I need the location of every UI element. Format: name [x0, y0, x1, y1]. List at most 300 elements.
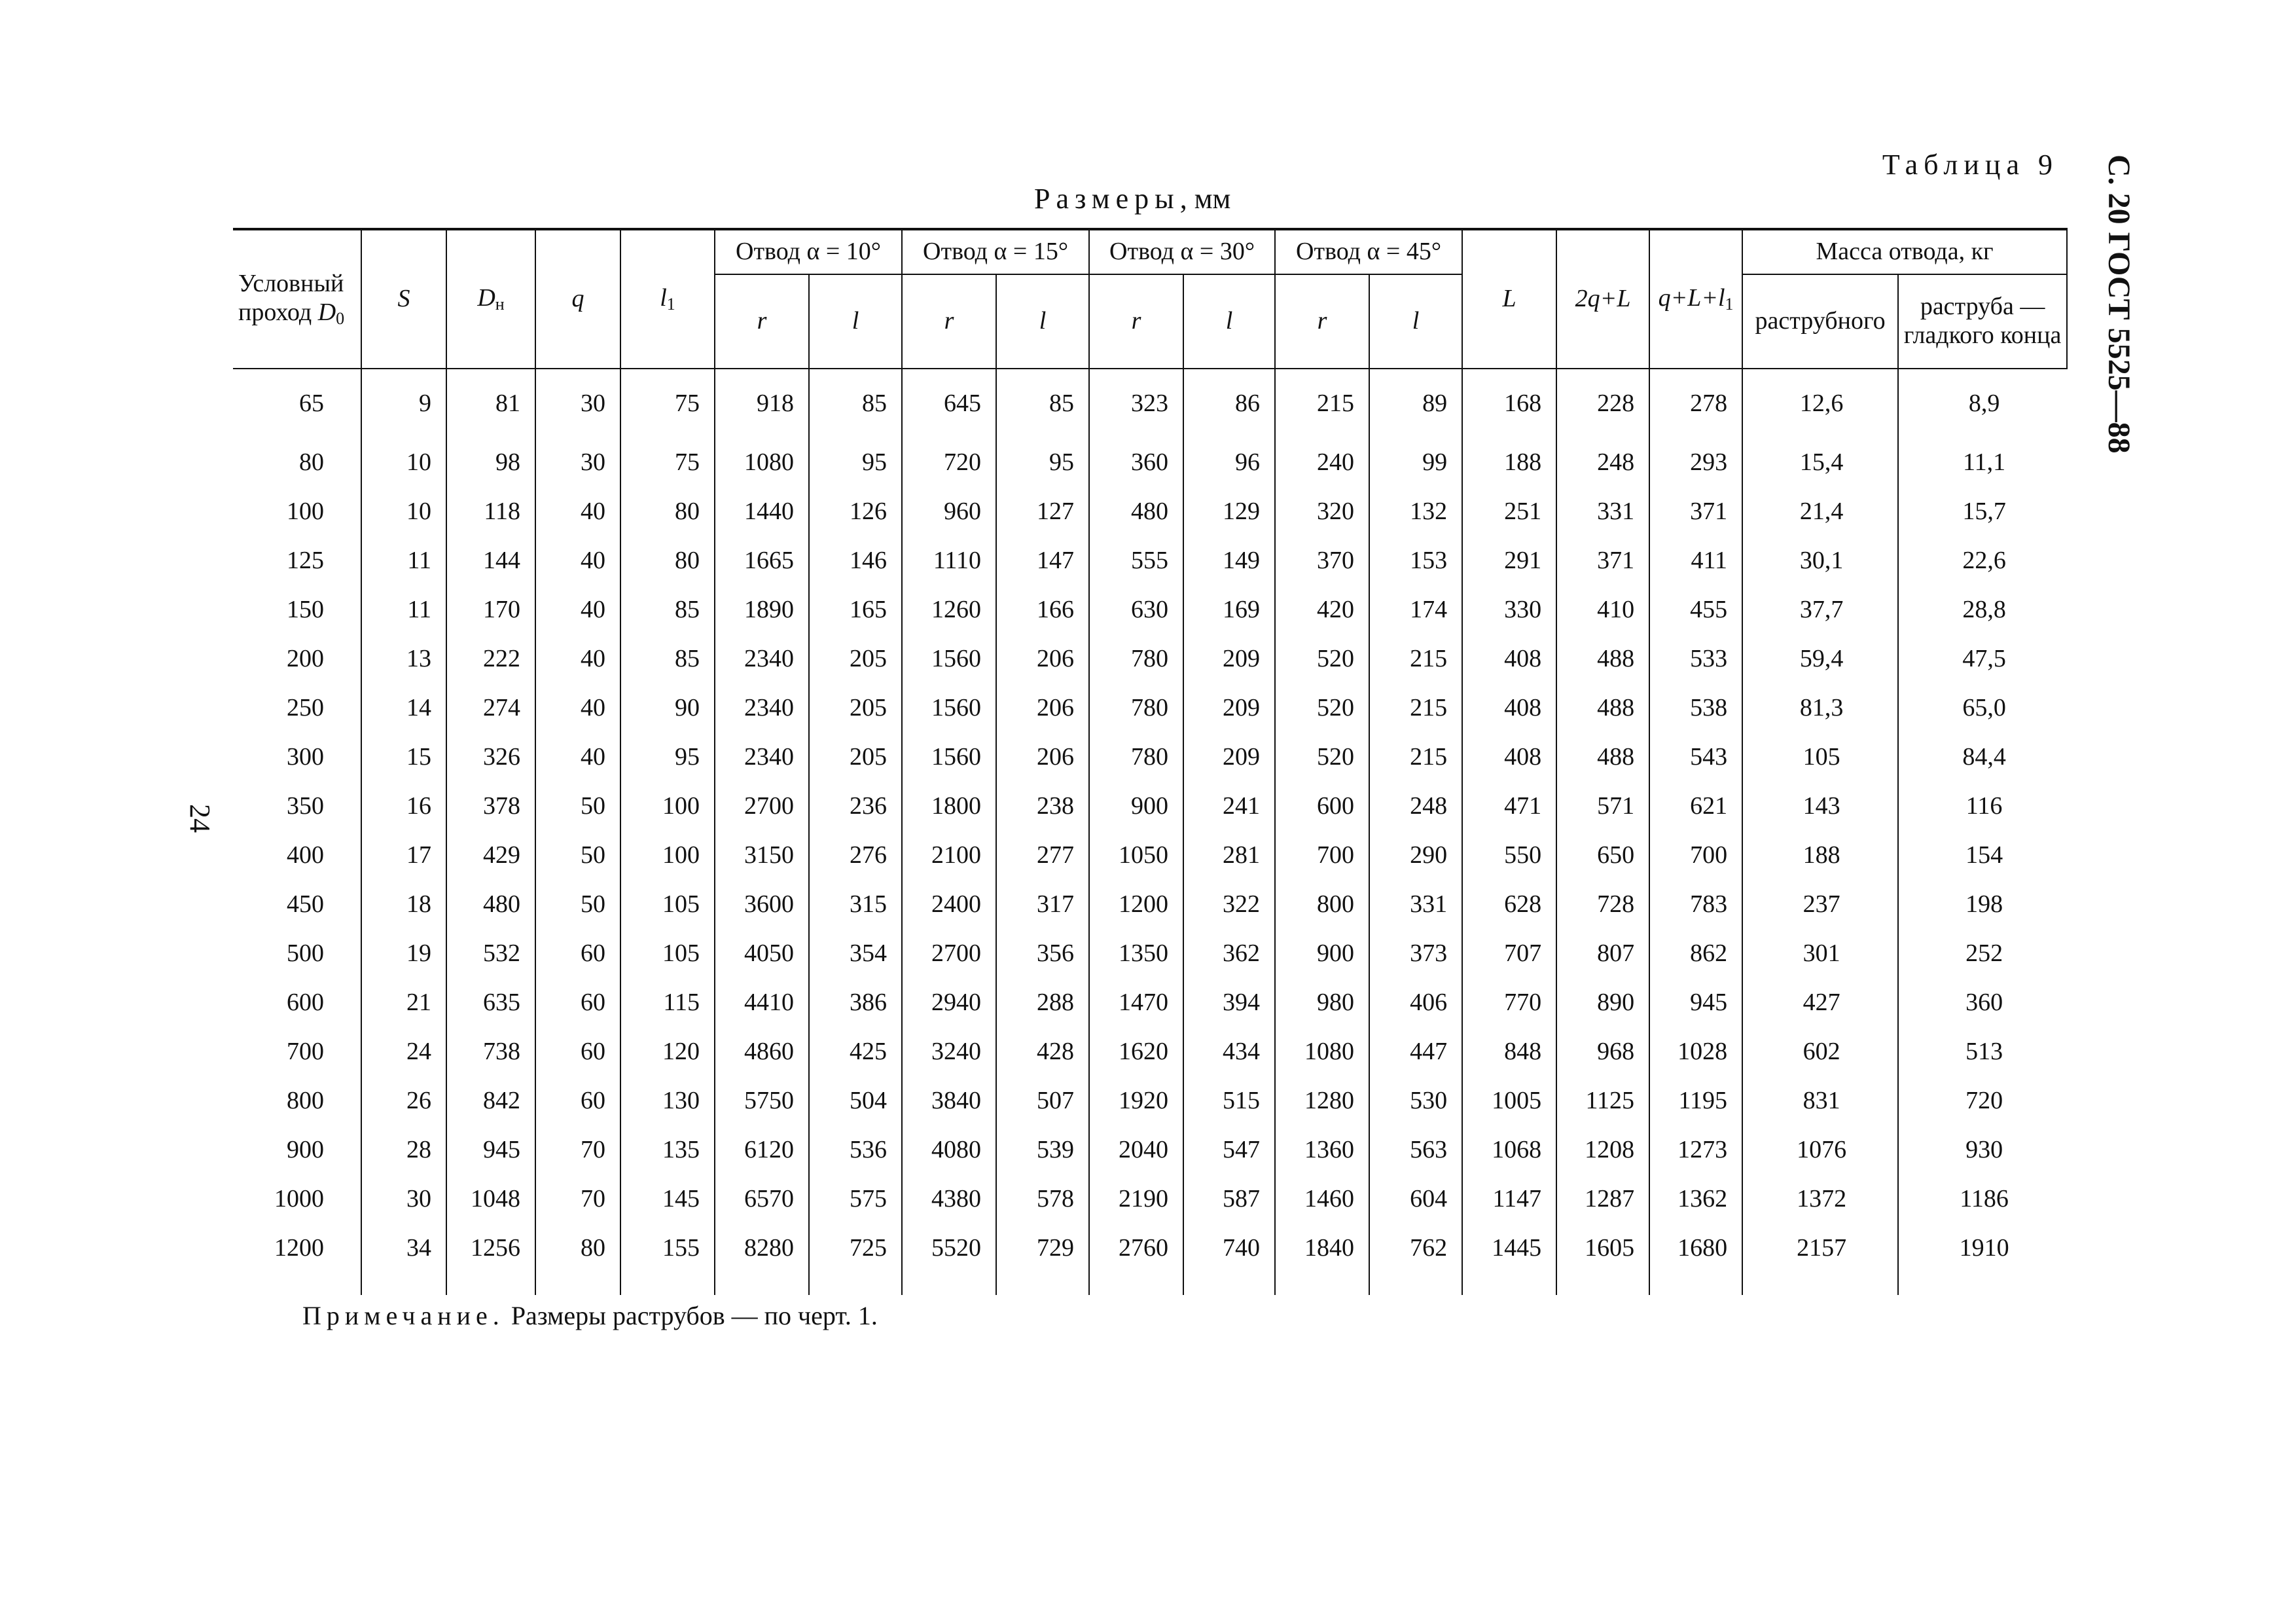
table-cell: 555	[1089, 536, 1183, 585]
table-cell: 3150	[715, 831, 809, 880]
table-cell: 1445	[1462, 1224, 1556, 1295]
table-cell: 9	[361, 369, 446, 438]
table-cell: 780	[1089, 634, 1183, 684]
table-cell: 18	[361, 880, 446, 929]
table-cell: 236	[809, 782, 902, 831]
table-cell: 700	[1275, 831, 1369, 880]
table-cell: 520	[1275, 684, 1369, 733]
table-cell: 95	[996, 438, 1089, 487]
table-cell: 206	[996, 684, 1089, 733]
table-cell: 166	[996, 585, 1089, 634]
table-cell: 1840	[1275, 1224, 1369, 1295]
table-cell: 520	[1275, 634, 1369, 684]
table-row	[233, 369, 2067, 438]
table-row	[233, 1125, 2067, 1175]
table-row	[233, 634, 2067, 684]
table-cell: 168	[1462, 369, 1556, 438]
table-cell: 13	[361, 634, 446, 684]
table-cell: 1186	[1898, 1175, 2067, 1224]
table-cell: 50	[535, 880, 620, 929]
table-cell: 205	[809, 733, 902, 782]
table-cell: 3240	[902, 1027, 996, 1076]
table-cell: 30	[535, 369, 620, 438]
table-cell: 288	[996, 978, 1089, 1027]
table-row	[233, 585, 2067, 634]
table-cell: 206	[996, 733, 1089, 782]
table-cell: 740	[1183, 1224, 1275, 1295]
table-cell: 248	[1369, 782, 1462, 831]
table-cell: 729	[996, 1224, 1089, 1295]
table-row	[233, 1076, 2067, 1125]
table-cell: 4380	[902, 1175, 996, 1224]
table-cell: 447	[1369, 1027, 1462, 1076]
table-cell: 842	[446, 1076, 535, 1125]
note-label: Примечание.	[302, 1301, 505, 1330]
table-cell: 429	[446, 831, 535, 880]
table-cell: 547	[1183, 1125, 1275, 1175]
table-cell: 406	[1369, 978, 1462, 1027]
table-cell: 127	[996, 487, 1089, 536]
table-cell: 450	[233, 880, 361, 929]
table-cell: 2157	[1742, 1224, 1898, 1295]
table-cell: 930	[1898, 1125, 2067, 1175]
table-cell: 34	[361, 1224, 446, 1295]
table-cell: 150	[233, 585, 361, 634]
table-cell: 862	[1649, 929, 1742, 978]
table-cell: 600	[233, 978, 361, 1027]
table-cell: 16	[361, 782, 446, 831]
header-q: q	[535, 229, 620, 369]
table-cell: 621	[1649, 782, 1742, 831]
table-cell: 5750	[715, 1076, 809, 1125]
table-cell: 635	[446, 978, 535, 1027]
table-cell: 386	[809, 978, 902, 1027]
table-cell: 10	[361, 487, 446, 536]
table-cell: 240	[1275, 438, 1369, 487]
table-cell: 15,7	[1898, 487, 2067, 536]
table-cell: 125	[233, 536, 361, 585]
table-cell: 60	[535, 1076, 620, 1125]
table-cell: 720	[1898, 1076, 2067, 1125]
table-cell: 215	[1369, 733, 1462, 782]
table-cell: 37,7	[1742, 585, 1898, 634]
table-cell: 530	[1369, 1076, 1462, 1125]
table-cell: 2400	[902, 880, 996, 929]
table-cell: 14	[361, 684, 446, 733]
header-d0	[233, 229, 361, 369]
table-body	[233, 369, 2067, 1295]
table-cell: 1460	[1275, 1175, 1369, 1224]
table-cell: 1280	[1275, 1076, 1369, 1125]
table-cell: 362	[1183, 929, 1275, 978]
table-cell: 411	[1649, 536, 1742, 585]
header-d0-line1: Условный	[238, 270, 344, 298]
table-cell: 153	[1369, 536, 1462, 585]
table-cell: 507	[996, 1076, 1089, 1125]
header-otvod-45: Отвод α = 45°	[1275, 229, 1462, 274]
table-cell: 293	[1649, 438, 1742, 487]
table-cell: 143	[1742, 782, 1898, 831]
table-row	[233, 684, 2067, 733]
table-cell: 98	[446, 438, 535, 487]
header-l-30: l	[1183, 274, 1275, 369]
table-cell: 513	[1898, 1027, 2067, 1076]
table-cell: 480	[446, 880, 535, 929]
table-cell: 800	[1275, 880, 1369, 929]
table-cell: 50	[535, 831, 620, 880]
table-cell: 2760	[1089, 1224, 1183, 1295]
table-row	[233, 438, 2067, 487]
header-q-l-l1: $q+L+l_1$	[1649, 229, 1742, 369]
table-cell: 250	[233, 684, 361, 733]
table-cell: 400	[233, 831, 361, 880]
table-cell: 116	[1898, 782, 2067, 831]
table-cell: 205	[809, 684, 902, 733]
table-cell: 105	[1742, 733, 1898, 782]
table-cell: 330	[1462, 585, 1556, 634]
table-cell: 252	[1898, 929, 2067, 978]
table-cell: 95	[809, 438, 902, 487]
table-cell: 4080	[902, 1125, 996, 1175]
table-row	[233, 929, 2067, 978]
table-cell: 85	[809, 369, 902, 438]
table-cell: 1195	[1649, 1076, 1742, 1125]
table-cell: 70	[535, 1125, 620, 1175]
table-cell: 291	[1462, 536, 1556, 585]
table-cell: 188	[1742, 831, 1898, 880]
dimensions-table	[233, 228, 2068, 1295]
table-cell: 205	[809, 634, 902, 684]
table-cell: 86	[1183, 369, 1275, 438]
table-cell: 602	[1742, 1027, 1898, 1076]
header-d0-symbol: D	[317, 298, 336, 326]
table-cell: 277	[996, 831, 1089, 880]
table-cell: 807	[1556, 929, 1649, 978]
table-cell: 165	[809, 585, 902, 634]
table-cell: 80	[535, 1224, 620, 1295]
table-cell: 222	[446, 634, 535, 684]
table-cell: 370	[1275, 536, 1369, 585]
table-cell: 360	[1089, 438, 1183, 487]
table-cell: 11	[361, 585, 446, 634]
table-cell: 118	[446, 487, 535, 536]
table-cell: 21	[361, 978, 446, 1027]
table-cell: 1910	[1898, 1224, 2067, 1295]
table-cell: 237	[1742, 880, 1898, 929]
table-cell: 1110	[902, 536, 996, 585]
table-cell: 1200	[1089, 880, 1183, 929]
header-l1: $l_1$	[620, 229, 715, 369]
table-cell: 4410	[715, 978, 809, 1027]
table-cell: 331	[1369, 880, 1462, 929]
table-cell: 1028	[1649, 1027, 1742, 1076]
table-row	[233, 1027, 2067, 1076]
table-cell: 900	[233, 1125, 361, 1175]
table-row	[233, 1175, 2067, 1224]
table-cell: 174	[1369, 585, 1462, 634]
caption-unit: , мм	[1179, 183, 1231, 215]
table-cell: 550	[1462, 831, 1556, 880]
table-row	[233, 1224, 2067, 1295]
table-cell: 248	[1556, 438, 1649, 487]
table-cell: 96	[1183, 438, 1275, 487]
header-otvod-15: Отвод α = 15°	[902, 229, 1089, 274]
table-cell: 24	[361, 1027, 446, 1076]
table-cell: 21,4	[1742, 487, 1898, 536]
table-cell: 75	[620, 369, 715, 438]
table-cell: 132	[1369, 487, 1462, 536]
table-row	[233, 880, 2067, 929]
table-cell: 394	[1183, 978, 1275, 1027]
header-r-45: r	[1275, 274, 1369, 369]
table-cell: 215	[1369, 634, 1462, 684]
table-cell: 360	[1898, 978, 2067, 1027]
table-cell: 331	[1556, 487, 1649, 536]
table-cell: 8,9	[1898, 369, 2067, 438]
table-cell: 89	[1369, 369, 1462, 438]
table-cell: 533	[1649, 634, 1742, 684]
table-cell: 4050	[715, 929, 809, 978]
table-cell: 323	[1089, 369, 1183, 438]
table-cell: 84,4	[1898, 733, 2067, 782]
table-cell: 80	[620, 536, 715, 585]
table-cell: 105	[620, 880, 715, 929]
table-cell: 575	[809, 1175, 902, 1224]
table-cell: 1560	[902, 634, 996, 684]
table-cell: 536	[809, 1125, 902, 1175]
table-cell: 105	[620, 929, 715, 978]
table-cell: 2700	[902, 929, 996, 978]
table-cell: 81,3	[1742, 684, 1898, 733]
table-cell: 2940	[902, 978, 996, 1027]
table-cell: 900	[1275, 929, 1369, 978]
header-l-10: l	[809, 274, 902, 369]
table-cell: 1890	[715, 585, 809, 634]
header-d0-line2: проход	[238, 298, 318, 326]
header-r-10: r	[715, 274, 809, 369]
table-row	[233, 487, 2067, 536]
table-cell: 4860	[715, 1027, 809, 1076]
table-cell: 85	[620, 634, 715, 684]
table-cell: 1200	[233, 1224, 361, 1295]
table-cell: 780	[1089, 684, 1183, 733]
table-cell: 770	[1462, 978, 1556, 1027]
table-cell: 40	[535, 684, 620, 733]
table-cell: 520	[1275, 733, 1369, 782]
table-cell: 350	[233, 782, 361, 831]
table-cell: 281	[1183, 831, 1275, 880]
table-cell: 848	[1462, 1027, 1556, 1076]
table-cell: 28,8	[1898, 585, 2067, 634]
table-cell: 918	[715, 369, 809, 438]
table-cell: 12,6	[1742, 369, 1898, 438]
header-mass-socket: раструбного	[1742, 274, 1898, 369]
table-cell: 628	[1462, 880, 1556, 929]
table-cell: 1560	[902, 684, 996, 733]
table-cell: 200	[233, 634, 361, 684]
table-cell: 783	[1649, 880, 1742, 929]
table-cell: 1665	[715, 536, 809, 585]
table-cell: 1362	[1649, 1175, 1742, 1224]
table-cell: 408	[1462, 634, 1556, 684]
header-s: S	[361, 229, 446, 369]
table-cell: 410	[1556, 585, 1649, 634]
table-cell: 960	[902, 487, 996, 536]
table-cell: 1470	[1089, 978, 1183, 1027]
table-cell: 30,1	[1742, 536, 1898, 585]
table-cell: 543	[1649, 733, 1742, 782]
table-note	[302, 1300, 878, 1331]
table-cell: 251	[1462, 487, 1556, 536]
table-cell: 154	[1898, 831, 2067, 880]
table-cell: 725	[809, 1224, 902, 1295]
table-cell: 146	[809, 536, 902, 585]
header-otvod-10: Отвод α = 10°	[715, 229, 902, 274]
table-cell: 1147	[1462, 1175, 1556, 1224]
table-cell: 5520	[902, 1224, 996, 1295]
table-cell: 115	[620, 978, 715, 1027]
table-cell: 354	[809, 929, 902, 978]
table-cell: 15	[361, 733, 446, 782]
table-cell: 6120	[715, 1125, 809, 1175]
table-cell: 40	[535, 536, 620, 585]
table-cell: 700	[1649, 831, 1742, 880]
table-cell: 50	[535, 782, 620, 831]
table-cell: 8280	[715, 1224, 809, 1295]
table-row	[233, 978, 2067, 1027]
table-cell: 215	[1369, 684, 1462, 733]
table-cell: 326	[446, 733, 535, 782]
table-cell: 425	[809, 1027, 902, 1076]
table-cell: 600	[1275, 782, 1369, 831]
table-cell: 3840	[902, 1076, 996, 1125]
table-cell: 278	[1649, 369, 1742, 438]
header-2q-l: 2q+L	[1556, 229, 1649, 369]
table-cell: 40	[535, 733, 620, 782]
table-cell: 215	[1275, 369, 1369, 438]
table-cell: 945	[1649, 978, 1742, 1027]
table-cell: 130	[620, 1076, 715, 1125]
table-cell: 100	[620, 831, 715, 880]
table-cell: 10	[361, 438, 446, 487]
table-cell: 1440	[715, 487, 809, 536]
table-cell: 322	[1183, 880, 1275, 929]
table-header	[233, 229, 2067, 369]
header-big-l: L	[1462, 229, 1556, 369]
table-cell: 317	[996, 880, 1089, 929]
table-cell: 120	[620, 1027, 715, 1076]
header-dn: $D_н$	[446, 229, 535, 369]
table-cell: 890	[1556, 978, 1649, 1027]
table-cell: 274	[446, 684, 535, 733]
table-cell: 135	[620, 1125, 715, 1175]
table-cell: 40	[535, 487, 620, 536]
table-cell: 126	[809, 487, 902, 536]
table-cell: 1080	[1275, 1027, 1369, 1076]
table-cell: 455	[1649, 585, 1742, 634]
table-cell: 1076	[1742, 1125, 1898, 1175]
table-cell: 1372	[1742, 1175, 1898, 1224]
table-cell: 945	[446, 1125, 535, 1175]
table-cell: 738	[446, 1027, 535, 1076]
table-cell: 650	[1556, 831, 1649, 880]
table-cell: 1068	[1462, 1125, 1556, 1175]
table-cell: 155	[620, 1224, 715, 1295]
table-cell: 980	[1275, 978, 1369, 1027]
page-number: 24	[184, 804, 216, 833]
table-cell: 228	[1556, 369, 1649, 438]
caption-word: Размеры	[1034, 183, 1180, 215]
table-cell: 19	[361, 929, 446, 978]
table-cell: 11,1	[1898, 438, 2067, 487]
table-cell: 500	[233, 929, 361, 978]
table-cell: 60	[535, 929, 620, 978]
table-cell: 1273	[1649, 1125, 1742, 1175]
table-cell: 1800	[902, 782, 996, 831]
header-r-15: r	[902, 274, 996, 369]
table-cell: 408	[1462, 684, 1556, 733]
table-cell: 480	[1089, 487, 1183, 536]
table-cell: 85	[996, 369, 1089, 438]
table-cell: 241	[1183, 782, 1275, 831]
table-cell: 800	[233, 1076, 361, 1125]
table-cell: 2340	[715, 634, 809, 684]
table-cell: 373	[1369, 929, 1462, 978]
table-cell: 538	[1649, 684, 1742, 733]
table-cell: 427	[1742, 978, 1898, 1027]
table-cell: 2040	[1089, 1125, 1183, 1175]
table-cell: 1048	[446, 1175, 535, 1224]
table-cell: 831	[1742, 1076, 1898, 1125]
table-cell: 2340	[715, 733, 809, 782]
table-cell: 371	[1556, 536, 1649, 585]
table-cell: 1208	[1556, 1125, 1649, 1175]
table-cell: 532	[446, 929, 535, 978]
table-cell: 630	[1089, 585, 1183, 634]
table-cell: 17	[361, 831, 446, 880]
table-cell: 471	[1462, 782, 1556, 831]
table-cell: 420	[1275, 585, 1369, 634]
table-cell: 356	[996, 929, 1089, 978]
table-cell: 504	[809, 1076, 902, 1125]
table-row	[233, 782, 2067, 831]
table-cell: 100	[620, 782, 715, 831]
table-cell: 3600	[715, 880, 809, 929]
table-cell: 28	[361, 1125, 446, 1175]
table-cell: 720	[902, 438, 996, 487]
table-cell: 515	[1183, 1076, 1275, 1125]
table-cell: 371	[1649, 487, 1742, 536]
table-cell: 320	[1275, 487, 1369, 536]
table-cell: 30	[535, 438, 620, 487]
table-cell: 11	[361, 536, 446, 585]
table-cell: 1000	[233, 1175, 361, 1224]
table-cell: 645	[902, 369, 996, 438]
table-cell: 408	[1462, 733, 1556, 782]
table-cell: 1256	[446, 1224, 535, 1295]
table-cell: 198	[1898, 880, 2067, 929]
table-cell: 780	[1089, 733, 1183, 782]
table-cell: 209	[1183, 634, 1275, 684]
table-cell: 129	[1183, 487, 1275, 536]
table-cell: 900	[1089, 782, 1183, 831]
table-cell: 1560	[902, 733, 996, 782]
table-cell: 539	[996, 1125, 1089, 1175]
table-cell: 1125	[1556, 1076, 1649, 1125]
table-cell: 95	[620, 733, 715, 782]
table-cell: 75	[620, 438, 715, 487]
table-cell: 238	[996, 782, 1089, 831]
